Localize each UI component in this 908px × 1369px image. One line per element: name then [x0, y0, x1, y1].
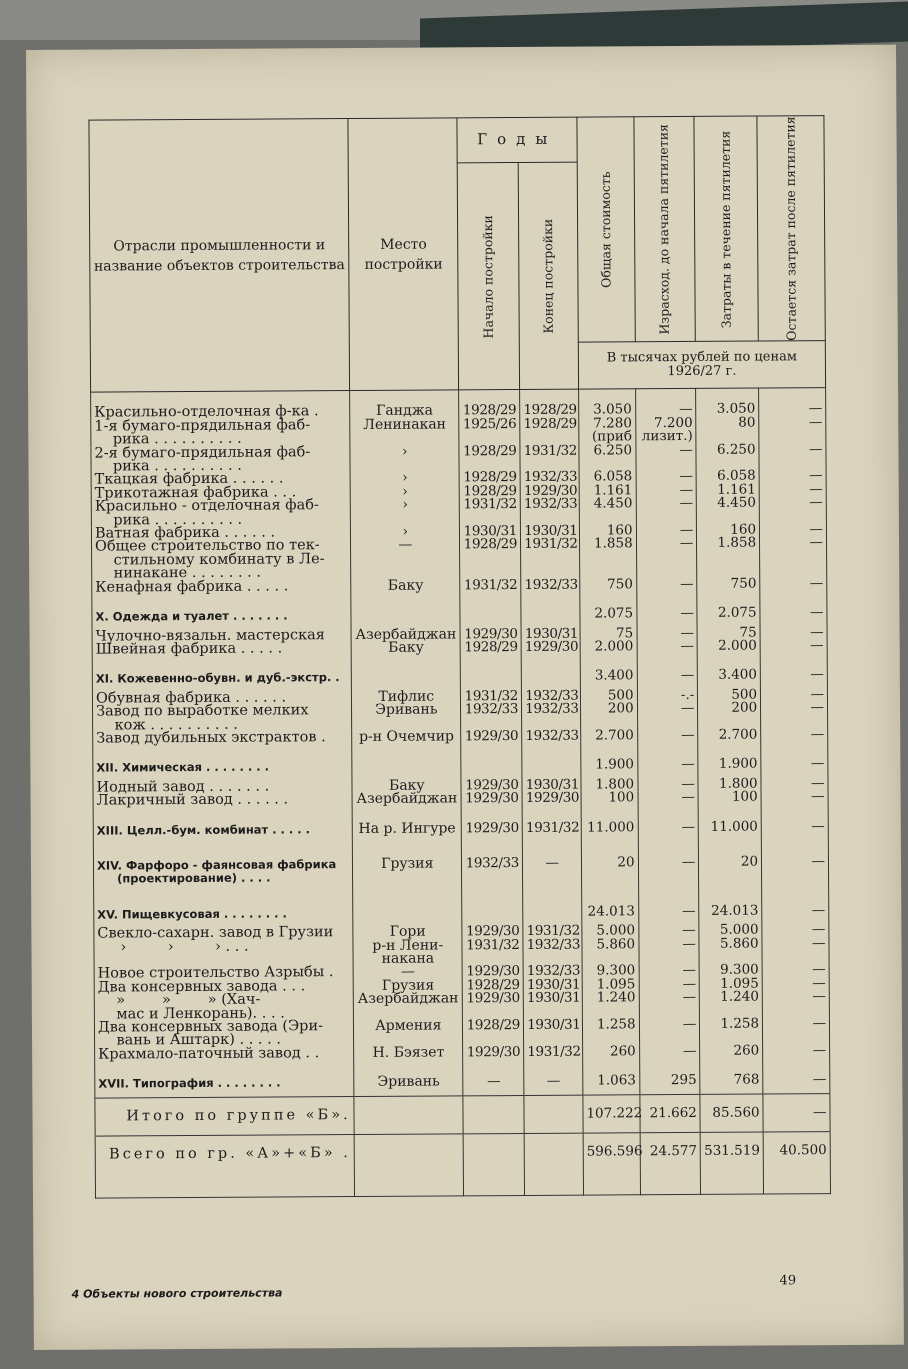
cell-place: Грузия [353, 841, 463, 890]
cell-start-year: 1929/30 [463, 1046, 524, 1060]
cell-spent-before: — [638, 791, 699, 805]
cell-start-year: 1930/31 [460, 525, 521, 539]
cell-spent-during: 260 [700, 1044, 763, 1058]
cell-spent-before: — [635, 389, 696, 417]
cell-spent-during: 750 [697, 577, 760, 591]
cell-spent-before: 295 [639, 1058, 700, 1094]
cell-total-cost: 2.700 [581, 729, 638, 743]
cell-place: Азербайджан [352, 793, 461, 807]
cell-spent-before: — [638, 924, 699, 938]
cell-end-year: 1932/33 [523, 938, 582, 965]
cell-place: Азербайджан [353, 993, 462, 1020]
cell-end-year [524, 1095, 583, 1134]
cell-place: Баку [352, 779, 461, 793]
cell-start-year: 1928/29 [461, 641, 522, 655]
cell-place [353, 890, 463, 926]
cell-end-year: 1929/30 [521, 641, 580, 655]
cell-spent-during: 1.240 [700, 991, 763, 1018]
cell-start-year: 1925/26 [459, 418, 520, 445]
cell-spent-before: — [636, 524, 697, 538]
cell-name: Лакричный завод . . . . . . [93, 793, 352, 808]
cell-end-year: 1932/33 [520, 498, 579, 525]
cell-remaining: — [762, 977, 829, 991]
cell-start-year: 1932/33 [462, 841, 523, 890]
cell-spent-during: 75 [697, 626, 760, 640]
cell-total-cost: 6.058 [579, 471, 636, 485]
cell-name: 2-я бумаго-прядильная фаб- рика . . . . . . . . . . [91, 446, 350, 474]
group-row [93, 741, 828, 781]
cell-total-cost: 11.000 [581, 805, 638, 841]
cell-spent-before: — [637, 626, 698, 640]
table-row [92, 537, 827, 582]
cell-total-cost: 5.860 [582, 938, 639, 965]
cell-spent-during: 24.013 [699, 888, 762, 924]
cell-name: Швейная фабрика . . . . . [92, 642, 351, 657]
cell-end-year: 1930/31 [521, 627, 580, 641]
cell-start-year [460, 592, 521, 628]
cell-end-year [523, 889, 582, 925]
cell-start-year: 1931/32 [460, 579, 521, 593]
cell-remaining: — [761, 701, 828, 728]
cell-spent-before: — [637, 640, 698, 654]
cell-spent-during: 1.800 [698, 777, 761, 791]
cell-name: Два консервных завода . . . [94, 980, 353, 995]
cell-remaining: — [762, 964, 829, 978]
cell-spent-before: — [639, 964, 700, 978]
header-spent-during: Затраты в течение пятилетия [717, 130, 734, 328]
cell-place: Эривань [354, 1060, 464, 1097]
header-spent-before: Израсход. до начала пятилетия [655, 124, 673, 335]
cell-spent-during: 1.095 [700, 977, 763, 991]
cell-total-cost: 1.900 [581, 743, 638, 779]
cell-total-cost: 6.250 [579, 444, 636, 471]
cell-name: Итого по группе «Б». [95, 1096, 354, 1136]
cell-total-cost: 260 [583, 1045, 640, 1059]
cell-remaining: — [762, 923, 829, 937]
cell-name: Два консервных завода (Эри- вань и Аштарк) . . . . . [94, 1020, 353, 1048]
cell-place: Ганджа [350, 390, 459, 419]
group-row [92, 590, 827, 630]
cell-remaining: — [760, 639, 827, 653]
cell-spent-before: — [639, 991, 700, 1018]
cell-spent-during: 9.300 [699, 964, 762, 978]
cell-spent-during: 4.450 [697, 497, 760, 524]
cell-spent-before: — [636, 591, 697, 627]
cell-end-year: — [523, 841, 582, 890]
cell-spent-during: 1.900 [698, 742, 761, 778]
header-industry-name: Отрасли промышленности и название объектов строительства [89, 119, 350, 393]
cell-place: Ленинакан [350, 418, 459, 445]
cell-name: Новое строительство Азрыбы . [94, 966, 353, 981]
cell-end-year: 1929/30 [520, 484, 579, 498]
cell-remaining: — [760, 537, 827, 578]
cell-name: Кенафная фабрика . . . . . [92, 580, 351, 595]
cell-name: » » » (Хач- мас и Ленкорань). . . . [94, 993, 353, 1021]
cell-place: На р. Ингуре [352, 806, 462, 842]
cell-end-year: 1930/31 [522, 778, 581, 792]
cell-remaining: — [761, 804, 828, 840]
cell-remaining: — [761, 790, 828, 804]
table-body [91, 388, 831, 1199]
cell-name: › › › . . . [94, 940, 353, 968]
cell-remaining: — [759, 388, 826, 416]
cell-remaining: — [760, 652, 827, 688]
cell-end-year: 1932/33 [522, 689, 581, 703]
cell-name: Ватная фабрика . . . . . . [91, 526, 350, 541]
cell-spent-during: 200 [698, 702, 761, 729]
cell-total-cost: 750 [580, 578, 637, 592]
cell-end-year: 1932/33 [522, 730, 581, 744]
cell-remaining: — [760, 577, 827, 591]
cell-remaining: — [763, 1057, 830, 1093]
cell-remaining: — [762, 888, 829, 924]
cell-place: › [350, 472, 459, 486]
cell-start-year [463, 1095, 524, 1134]
cell-name: Красильно-отделочная ф-ка . [91, 391, 350, 420]
cell-spent-during: 3.400 [698, 653, 761, 689]
cell-end-year: 1932/33 [523, 965, 582, 979]
cell-total-cost: 1.858 [579, 538, 636, 579]
cell-name: Общее строительство по тек- стильному комбинату в Ле- нинакане . . . . . . . . [92, 540, 351, 582]
cell-total-cost: 160 [579, 524, 636, 538]
construction-table [88, 115, 831, 1199]
cell-name: Завод по выработке мелких кож . . . . . . . . . . [93, 704, 352, 732]
cell-spent-before: — [638, 840, 699, 889]
cell-spent-before: — [639, 978, 700, 992]
cell-total-cost: 7.280 (приб [579, 417, 636, 444]
cell-end-year: 1931/32 [522, 805, 581, 841]
cell-place: › [351, 525, 460, 539]
cell-remaining: — [760, 590, 827, 626]
cell-name: Чулочно-вязальн. мастерская [92, 629, 351, 644]
cell-start-year: 1928/29 [459, 390, 520, 418]
cell-place: Армения [354, 1019, 463, 1046]
cell-start-year: 1928/29 [463, 979, 524, 993]
header-end: Конец постройки [540, 218, 556, 334]
cell-place [351, 655, 461, 691]
footer-section-title: 4 Объекты нового строительства [71, 1286, 283, 1301]
cell-remaining: — [760, 523, 827, 537]
cell-name: Трикотажная фабрика . . . [91, 486, 350, 501]
cell-spent-during: 768 [700, 1058, 763, 1094]
cell-start-year: 1929/30 [462, 925, 523, 939]
cell-name: XIV. Фарфоро - фаянсовая фабрика (проектирование) . . . . [93, 842, 352, 892]
cell-end-year: 1932/33 [520, 471, 579, 485]
cell-place: — [353, 966, 462, 980]
cell-spent-before: — [636, 444, 697, 471]
cell-remaining: — [761, 777, 828, 791]
cell-remaining: — [759, 443, 826, 470]
cell-start-year: — [463, 1059, 524, 1095]
cell-name: Крахмало-паточный завод . . [95, 1047, 354, 1062]
cell-start-year [461, 743, 522, 779]
cell-spent-during: 2.075 [697, 591, 760, 627]
cell-remaining: — [759, 496, 826, 523]
cell-spent-before: — [638, 804, 699, 840]
cell-total-cost: 3.400 [580, 654, 637, 690]
cell-place: Эривань [352, 703, 461, 730]
cell-start-year: 1931/32 [462, 939, 523, 966]
cell-end-year: 1930/31 [524, 1019, 583, 1046]
page-number: 49 [779, 1273, 797, 1289]
cell-spent-during: 85.560 [700, 1094, 763, 1133]
cell-end-year: 1931/32 [521, 538, 580, 579]
cell-end-year: 1932/33 [521, 578, 580, 592]
cell-remaining: — [763, 1044, 830, 1058]
cell-total-cost: 24.013 [582, 889, 639, 925]
cell-total-cost: 500 [580, 689, 637, 703]
cell-place [351, 592, 461, 628]
cell-name: Ткацкая фабрика . . . . . . [91, 472, 350, 487]
cell-spent-before: — [636, 537, 697, 578]
cell-start-year: 1929/30 [463, 965, 524, 979]
cell-remaining: — [761, 728, 828, 742]
cell-start-year: 1928/29 [459, 445, 520, 472]
cell-spent-during: 1.258 [700, 1018, 763, 1045]
cell-spent-during: 1.858 [697, 537, 760, 578]
header-years: Годы [457, 117, 577, 163]
cell-spent-during: 531.519 [700, 1132, 763, 1170]
total-row [95, 1132, 830, 1174]
cell-total-cost: 107.222 [583, 1094, 640, 1133]
cell-place: › [350, 485, 459, 499]
cell-spent-before: 7.200 лизит.) [635, 417, 696, 444]
cell-place [352, 744, 462, 780]
cell-remaining: — [759, 416, 826, 443]
cell-spent-before: — [639, 1018, 700, 1045]
cell-total-cost: 596.596 [583, 1133, 640, 1171]
cell-start-year: 1929/30 [463, 992, 524, 1019]
cell-spent-before: — [636, 497, 697, 524]
cell-remaining: — [760, 626, 827, 640]
cell-total-cost: 1.258 [582, 1018, 639, 1045]
cell-total-cost: 3.050 [579, 389, 636, 417]
cell-start-year: 1929/30 [461, 730, 522, 744]
group-row [95, 1057, 830, 1097]
cell-spent-before: — [636, 470, 697, 484]
cell-name: Обувная фабрика . . . . . . [92, 691, 351, 706]
cell-spent-during: 6.058 [696, 470, 759, 484]
cell-name: 1-я бумаго-прядильная фаб- рика . . . . . . . . . . [91, 419, 350, 447]
cell-spent-during: 6.250 [696, 443, 759, 470]
cell-place [354, 1096, 464, 1135]
cell-spent-during: 2.700 [698, 728, 761, 742]
cell-place: Грузия [353, 979, 462, 993]
cell-place: Н. Бэязет [354, 1046, 463, 1060]
group-row [94, 888, 829, 928]
cell-spent-before: — [637, 742, 698, 778]
cell-end-year: 1931/32 [524, 1045, 583, 1059]
cell-end-year [522, 743, 581, 779]
cell-place: р-н Очемчир [352, 730, 461, 744]
cell-end-year: 1929/30 [522, 792, 581, 806]
cell-spent-during: 3.050 [696, 388, 759, 416]
cell-total-cost: 9.300 [582, 965, 639, 979]
cell-remaining: — [763, 1093, 830, 1132]
cell-place: Азербайджан [351, 628, 460, 642]
cell-spent-during: 11.000 [698, 804, 761, 840]
group-row [93, 839, 828, 892]
cell-name: X. Одежда и туалет . . . . . . . [92, 593, 351, 630]
total-row [95, 1093, 830, 1136]
cell-spent-before: -.- [637, 689, 698, 703]
cell-start-year [464, 1134, 525, 1172]
cell-total-cost: 1.800 [581, 778, 638, 792]
cell-remaining: — [762, 937, 829, 964]
cell-spent-before: — [638, 778, 699, 792]
cell-place: — [351, 539, 461, 580]
cell-remaining: — [762, 990, 829, 1017]
cell-end-year [521, 592, 580, 628]
cell-total-cost: 2.075 [580, 591, 637, 627]
cell-start-year: 1932/33 [461, 703, 522, 730]
cell-end-year: 1931/32 [523, 925, 582, 939]
book-page [26, 45, 904, 1350]
cell-spent-during: 1.161 [697, 483, 760, 497]
cell-place: Тифлис [352, 690, 461, 704]
cell-start-year: 1928/29 [463, 1019, 524, 1046]
cell-end-year: 1930/31 [523, 992, 582, 1019]
cell-place: › [350, 499, 459, 526]
cell-remaining: — [759, 470, 826, 484]
cell-start-year: 1928/29 [460, 538, 521, 579]
cell-remaining: — [761, 741, 828, 777]
group-row [92, 652, 827, 692]
cell-spent-before: 24.577 [640, 1132, 701, 1170]
cell-total-cost: 200 [580, 702, 637, 729]
cell-remaining: — [761, 688, 828, 702]
cell-name: XII. Химическая . . . . . . . . [93, 744, 352, 781]
cell-spent-during: 5.000 [699, 924, 762, 938]
cell-spent-during: 80 [696, 416, 759, 443]
header-start: Начало постройки [480, 214, 497, 339]
cell-total-cost: 1.063 [583, 1059, 640, 1095]
cell-end-year: 1930/31 [521, 525, 580, 539]
table-bottom-border [95, 1170, 830, 1199]
header-remaining: Остается затрат после пятилетия [782, 116, 799, 341]
cell-start-year: 1929/30 [461, 779, 522, 793]
cell-spent-during: 500 [698, 688, 761, 702]
cell-place [354, 1134, 464, 1173]
cell-total-cost: 75 [580, 627, 637, 641]
cell-start-year [461, 654, 522, 690]
cell-start-year: 1929/30 [462, 806, 523, 842]
cell-name: Завод дубильных экстрактов . [93, 731, 352, 746]
cell-start-year: 1931/32 [461, 690, 522, 704]
cell-name: Свекло-сахарн. завод в Грузии [94, 926, 353, 941]
table-header [89, 116, 826, 393]
cell-spent-before: — [636, 578, 697, 592]
cell-remaining: — [763, 1017, 830, 1044]
cell-spent-during: 20 [699, 840, 762, 889]
cell-total-cost: 100 [581, 791, 638, 805]
group-row [93, 804, 828, 844]
cell-place: р-н Лени- накана [353, 939, 462, 966]
cell-place: Гори [353, 926, 462, 940]
cell-end-year: — [524, 1059, 583, 1095]
cell-end-year: 1928/29 [520, 390, 579, 418]
cell-remaining: 40.500 [763, 1132, 830, 1170]
cell-name: XVII. Типография . . . . . . . . [95, 1060, 354, 1097]
cell-remaining: — [759, 483, 826, 497]
header-place: Место постройки [348, 118, 459, 391]
cell-name: XI. Кожевенно-обувн. и дуб.-экстр. . [92, 655, 351, 692]
cell-total-cost: 5.000 [582, 924, 639, 938]
cell-name: XV. Пищевкусовая . . . . . . . . [94, 891, 353, 928]
cell-start-year: 1928/29 [460, 471, 521, 485]
cell-total-cost: 20 [581, 840, 638, 889]
cell-total-cost: 2.000 [580, 640, 637, 654]
cell-name: Всего по гр. «А»+«Б» . [95, 1135, 354, 1174]
cell-spent-during: 2.000 [697, 639, 760, 653]
cell-spent-before: — [638, 889, 699, 925]
cell-spent-during: 5.860 [699, 937, 762, 964]
cell-end-year [524, 1133, 583, 1171]
cell-spent-before: — [636, 484, 697, 498]
cell-spent-during: 160 [697, 524, 760, 538]
cell-spent-before: — [637, 653, 698, 689]
cell-total-cost: 4.450 [579, 498, 636, 525]
cell-end-year: 1930/31 [523, 978, 582, 992]
cell-name: Иодный завод . . . . . . . [93, 780, 352, 795]
cell-spent-before: — [639, 1045, 700, 1059]
cell-spent-before: — [637, 702, 698, 729]
cell-spent-during: 100 [698, 791, 761, 805]
cell-spent-before: — [637, 729, 698, 743]
cell-start-year: 1928/29 [460, 485, 521, 499]
cell-spent-before: — [639, 938, 700, 965]
cell-end-year: 1928/29 [520, 417, 579, 444]
cell-place: Баку [351, 579, 460, 593]
cell-start-year: 1931/32 [460, 498, 521, 525]
cell-total-cost: 1.095 [582, 978, 639, 992]
cell-place: › [350, 445, 459, 472]
header-units: В тысячах рублей по ценам 1926/27 г. [578, 341, 825, 390]
cell-total-cost: 1.240 [582, 992, 639, 1019]
table-row [91, 388, 826, 420]
cell-start-year: 1929/30 [462, 792, 523, 806]
cell-end-year: 1931/32 [520, 444, 579, 471]
cell-place: Баку [351, 641, 460, 655]
cell-name: XIII. Целл.-бум. комбинат . . . . . [93, 807, 352, 844]
cell-end-year [521, 654, 580, 690]
cell-spent-before: 21.662 [640, 1094, 701, 1133]
cell-remaining: — [761, 839, 828, 888]
cell-name: Красильно - отделочная фаб- рика . . . . . . . . . . [91, 499, 350, 527]
cell-end-year: 1932/33 [522, 703, 581, 730]
header-total-cost: Общая стоимость [597, 171, 614, 288]
cell-total-cost: 1.161 [579, 484, 636, 498]
cell-start-year [462, 890, 523, 926]
cell-start-year: 1929/30 [461, 628, 522, 642]
